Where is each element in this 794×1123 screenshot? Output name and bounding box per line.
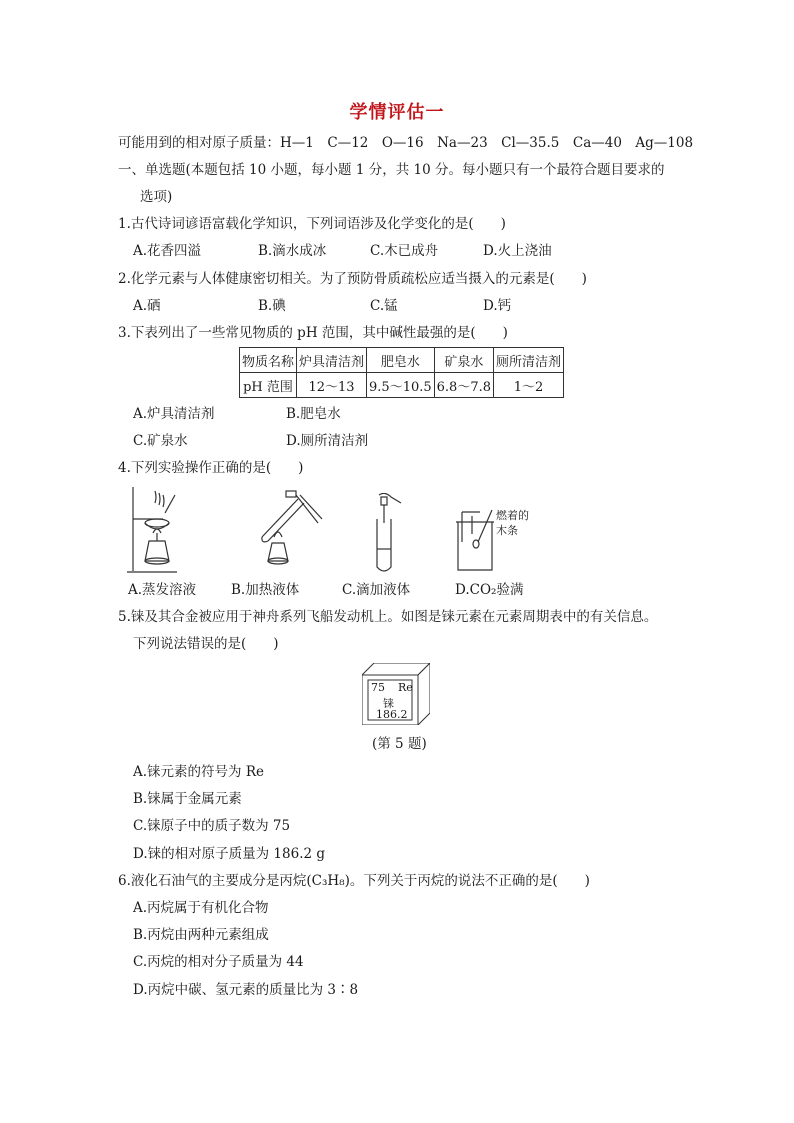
q1-option-c: C.木已成舟 <box>370 243 439 259</box>
question-5-stem: 5.铼及其合金被应用于神舟系列飞船发动机上。如图是铼元素在元素周期表中的有关信息。 <box>118 609 658 625</box>
question-3-stem: 3.下表列出了一些常见物质的 pH 范围，其中碱性最强的是( ) <box>118 325 508 341</box>
page-title: 学情评估一 <box>349 102 445 123</box>
question-2-stem: 2.化学元素与人体健康密切相关。为了预防骨质疏松应适当摄入的元素是( ) <box>118 271 587 287</box>
element-number: 75 <box>371 681 385 694</box>
burning-stick-label: 燃着的木条 <box>496 509 529 537</box>
ph-table-value-row <box>240 373 564 398</box>
q4-option-c: C.滴加液体 <box>342 582 411 598</box>
element-mass: 186.2 <box>376 708 408 721</box>
ph-table-cell: 9.5～10.5 <box>367 373 435 398</box>
q3-option-c: C.矿泉水 <box>133 433 188 449</box>
q5-option-d: D.铼的相对原子质量为 186.2 g <box>133 846 326 862</box>
question-5-stem-cont: 下列说法错误的是( ) <box>133 636 279 652</box>
section-heading: 一、单选题(本题包括 10 小题，每小题 1 分，共 10 分。每小题只有一个最符合题目要求的 <box>118 162 665 178</box>
question-1-stem: 1.古代诗词谚语富载化学知识，下列词语涉及化学变化的是( ) <box>118 216 506 232</box>
q6-option-d: D.丙烷中碳、氢元素的质量比为 3∶8 <box>133 982 359 998</box>
ph-table-cell: 矿泉水 <box>434 348 493 373</box>
ph-table <box>239 347 564 398</box>
q1-option-b: B.滴水成冰 <box>258 243 327 259</box>
q1-option-a: A.花香四溢 <box>133 243 202 259</box>
question-4-stem: 4.下列实验操作正确的是( ) <box>118 460 304 476</box>
q1-option-d: D.火上浇油 <box>483 243 552 259</box>
ph-table-cell: pH 范围 <box>240 373 297 398</box>
figure-5-label: (第 5 题) <box>372 736 427 752</box>
q2-option-d: D.钙 <box>483 298 512 314</box>
q6-option-b: B.丙烷由两种元素组成 <box>133 927 269 943</box>
q6-option-c: C.丙烷的相对分子质量为 44 <box>133 954 304 970</box>
ph-table-cell: 炉具清洁剂 <box>297 348 367 373</box>
ph-table-header-row <box>240 348 564 373</box>
q4-option-b: B.加热液体 <box>231 582 300 598</box>
ph-table-cell: 12～13 <box>297 373 367 398</box>
ph-table-cell: 1～2 <box>494 373 564 398</box>
element-symbol: Re <box>398 681 413 694</box>
q3-option-d: D.厕所清洁剂 <box>286 433 369 449</box>
co2-test-figure <box>452 506 502 576</box>
q5-option-b: B.铼属于金属元素 <box>133 791 242 807</box>
question-6-stem: 6.液化石油气的主要成分是丙烷(C₃H₈)。下列关于丙烷的说法不正确的是( ) <box>118 873 590 889</box>
q5-option-a: A.铼元素的符号为 Re <box>133 764 264 780</box>
evaporation-figure <box>125 483 185 578</box>
q4-option-d: D.CO₂验满 <box>455 582 524 598</box>
atomic-masses-line: 可能用到的相对原子质量：H—1 C—12 O—16 Na—23 Cl—35.5 Ca—40 Ag—108 <box>118 135 694 151</box>
heating-liquid-figure <box>256 487 326 572</box>
q5-option-c: C.铼原子中的质子数为 75 <box>133 818 291 834</box>
ph-table-cell: 厕所清洁剂 <box>494 348 564 373</box>
q2-option-b: B.碘 <box>258 298 286 314</box>
q6-option-a: A.丙烷属于有机化合物 <box>133 900 269 916</box>
ph-table-cell: 肥皂水 <box>367 348 435 373</box>
q2-option-c: C.锰 <box>370 298 398 314</box>
ph-table-cell: 物质名称 <box>240 348 297 373</box>
section-heading-cont: 选项) <box>140 189 173 205</box>
element-name: 铼 <box>383 697 394 710</box>
q4-option-a: A.蒸发溶液 <box>128 582 197 598</box>
dropping-liquid-figure <box>365 493 405 573</box>
q2-option-a: A.硒 <box>133 298 161 314</box>
q3-option-b: B.肥皂水 <box>286 406 341 422</box>
ph-table-cell: 6.8～7.8 <box>434 373 493 398</box>
q3-option-a: A.炉具清洁剂 <box>133 406 215 422</box>
